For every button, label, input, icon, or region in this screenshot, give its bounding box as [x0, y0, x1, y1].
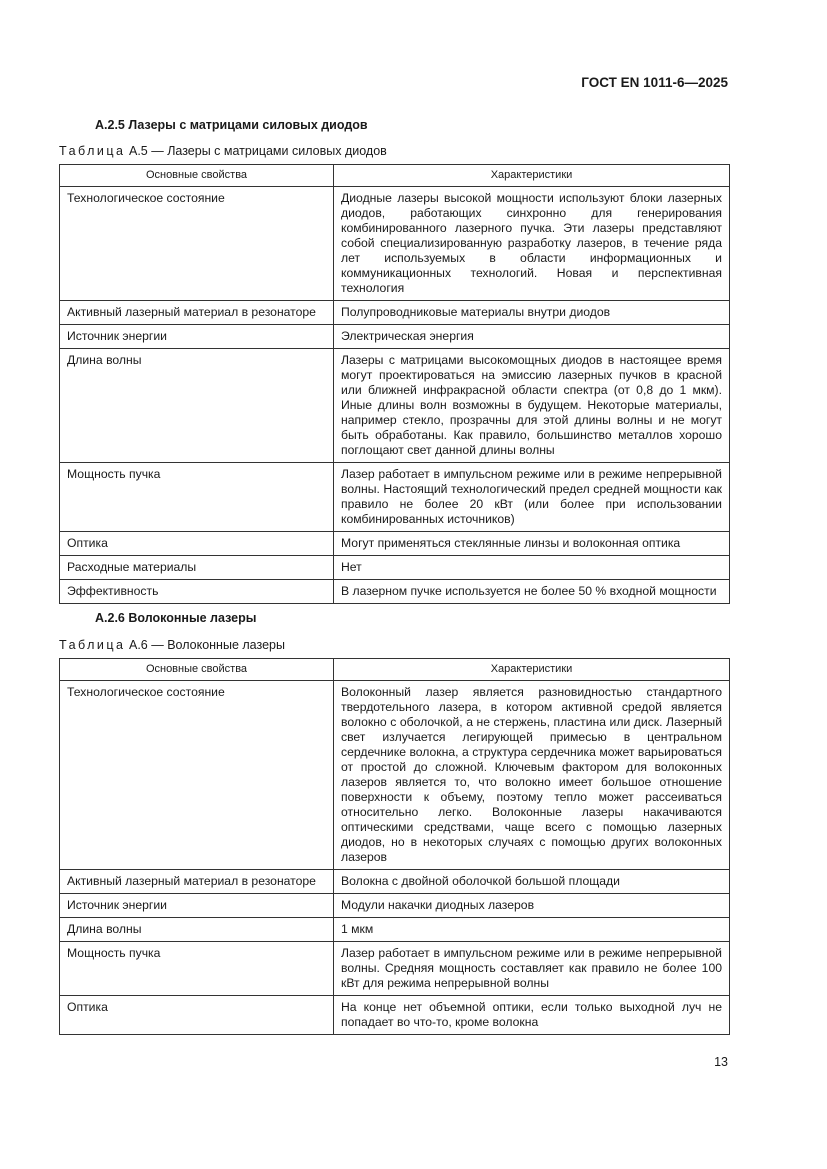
property-cell: Активный лазерный материал в резонаторе	[60, 301, 334, 325]
table-caption-a5	[59, 144, 387, 158]
table-row	[60, 580, 730, 604]
property-cell: Эффективность	[60, 580, 334, 604]
value-cell: Лазер работает в импульсном режиме или в режиме непрерывной волны. Средняя мощность составляет как правило не более 100 кВт для режима непрерывной волны	[334, 942, 730, 996]
table-a6	[59, 658, 730, 1035]
value-cell: На конце нет объемной оптики, если только выходной луч не попадает во что-то, кроме волокна	[334, 996, 730, 1035]
table-row	[60, 301, 730, 325]
table-row	[60, 532, 730, 556]
table-header-row	[60, 165, 730, 187]
table-row	[60, 894, 730, 918]
caption-text: А.5 — Лазеры с матрицами силовых диодов	[125, 144, 387, 158]
value-cell: Электрическая энергия	[334, 325, 730, 349]
value-cell: 1 мкм	[334, 918, 730, 942]
property-cell: Оптика	[60, 996, 334, 1035]
table-row	[60, 918, 730, 942]
caption-label: Таблица	[59, 638, 126, 652]
doc-code-header: ГОСТ EN 1011-6—2025	[581, 75, 728, 90]
table-row	[60, 556, 730, 580]
value-cell: Модули накачки диодных лазеров	[334, 894, 730, 918]
property-cell: Источник энергии	[60, 894, 334, 918]
value-cell: Нет	[334, 556, 730, 580]
value-cell: Волокна с двойной оболочкой большой площади	[334, 870, 730, 894]
page-number: 13	[714, 1055, 728, 1069]
table-a5	[59, 164, 730, 604]
table-row	[60, 870, 730, 894]
table-row	[60, 187, 730, 301]
property-cell: Расходные материалы	[60, 556, 334, 580]
section-heading-a25: А.2.5 Лазеры с матрицами силовых диодов	[95, 118, 368, 132]
property-cell: Длина волны	[60, 918, 334, 942]
table-row	[60, 325, 730, 349]
property-cell: Оптика	[60, 532, 334, 556]
property-cell: Мощность пучка	[60, 463, 334, 532]
value-cell: Лазер работает в импульсном режиме или в режиме непрерывной волны. Настоящий технологический предел средней мощности как правило не более 20 кВт (или более при использовании комбинированных источников)	[334, 463, 730, 532]
table-header-row	[60, 659, 730, 681]
value-cell: Волоконный лазер является разновидностью стандартного твердотельного лазера, в котором активной средой является волокно с оболочкой, а не стержень, пластина или диск. Лазерный свет излучается легирующей примесью в центральном сердечнике волокна, а структура сердечника может варьироваться от простой до сложной. Ключевым фактором для волоконных лазеров является то, что волокно имеет большое отношение поверхности к объему, поэтому тепло может рассеиваться относительно легко. Волоконные лазеры накачиваются оптическими средствами, чаще всего с помощью лазерных диодов, но в некоторых случаях с помощью других волоконных лазеров	[334, 681, 730, 870]
caption-label: Таблица	[59, 144, 126, 158]
value-cell: Могут применяться стеклянные линзы и волоконная оптика	[334, 532, 730, 556]
table-row	[60, 463, 730, 532]
table-caption-a6	[59, 638, 285, 652]
table-row	[60, 681, 730, 870]
table-row	[60, 349, 730, 463]
property-cell: Длина волны	[60, 349, 334, 463]
column-header-characteristics: Характеристики	[334, 659, 730, 681]
value-cell: В лазерном пучке используется не более 50 % входной мощности	[334, 580, 730, 604]
section-heading-a26: А.2.6 Волоконные лазеры	[95, 611, 257, 625]
caption-text: А.6 — Волоконные лазеры	[125, 638, 285, 652]
value-cell: Диодные лазеры высокой мощности используют блоки лазерных диодов, работающих синхронно для генерирования комбинированного лазерного пучка. Эти лазеры представляют собой специализированную разработку лазеров, в течение ряда лет используемых в области информационных и коммуникационных технологий. Новая и перспективная технология	[334, 187, 730, 301]
table-row	[60, 996, 730, 1035]
column-header-properties: Основные свойства	[60, 659, 334, 681]
value-cell: Лазеры с матрицами высокомощных диодов в настоящее время могут проектироваться на эмиссию лазерных пучков в красной или ближней инфракрасной области спектра (от 0,8 до 1 мкм). Иные длины волн возможны в будущем. Некоторые материалы, например стекло, прозрачны для этой длины волны и не могут быть обработаны. Как правило, большинство металлов хорошо поглощают свет данной длины волны	[334, 349, 730, 463]
table-row	[60, 942, 730, 996]
property-cell: Источник энергии	[60, 325, 334, 349]
column-header-characteristics: Характеристики	[334, 165, 730, 187]
property-cell: Технологическое состояние	[60, 187, 334, 301]
column-header-properties: Основные свойства	[60, 165, 334, 187]
property-cell: Технологическое состояние	[60, 681, 334, 870]
property-cell: Активный лазерный материал в резонаторе	[60, 870, 334, 894]
value-cell: Полупроводниковые материалы внутри диодов	[334, 301, 730, 325]
property-cell: Мощность пучка	[60, 942, 334, 996]
